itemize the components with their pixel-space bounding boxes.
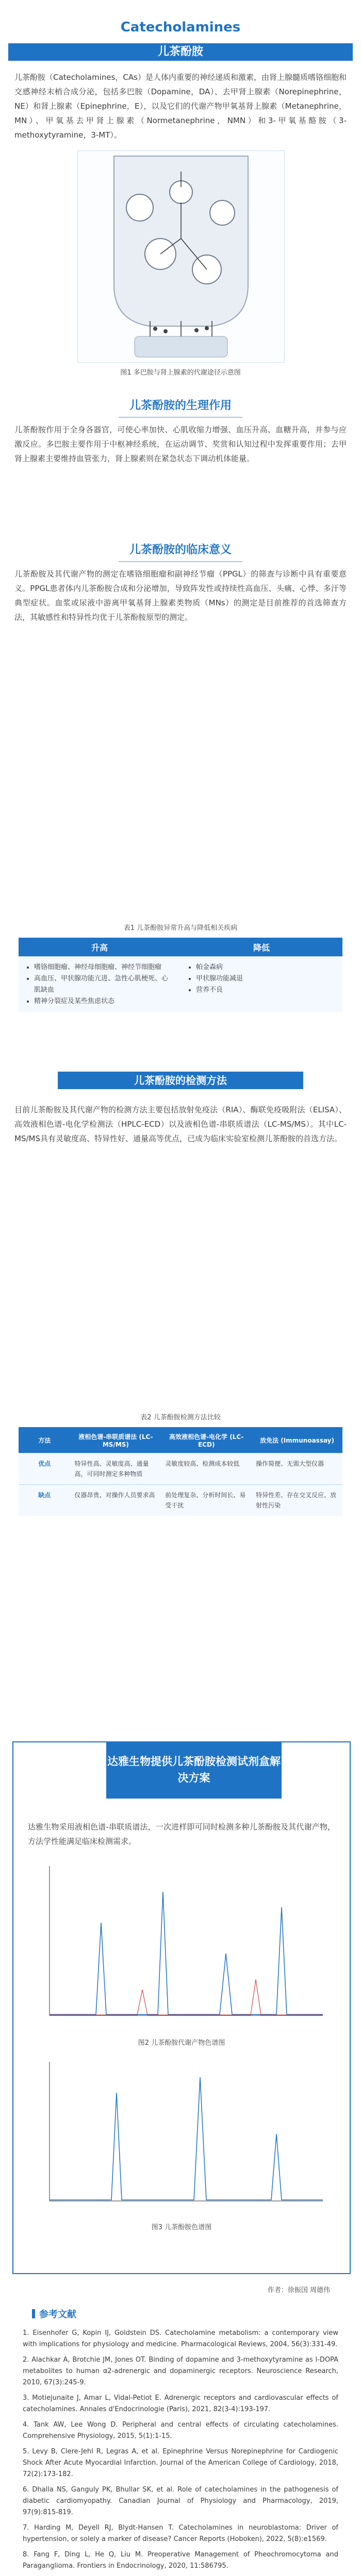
reference-list (23, 2328, 338, 2576)
list-item: • 甲状腺功能减退 (196, 973, 336, 985)
section-title-function-text: 儿茶酚胺的生理作用 (129, 399, 232, 412)
section-rule (119, 417, 242, 418)
table-row (19, 957, 342, 1013)
section-title-clinical (0, 541, 361, 562)
table1-header-low: 降低 (180, 938, 342, 957)
table1-header-high: 升高 (19, 938, 180, 957)
solution-box-title: 达雅生物提供儿茶酚胺检测试剂盒解决方案 (106, 1742, 282, 1799)
solution-box (12, 1741, 351, 2274)
chromatogram-2-caption: 图3 儿茶酚胺色谱图 (151, 2224, 212, 2231)
table2-row-label: 优点 (19, 1453, 70, 1485)
reference-item: 1. Eisenhofer G, Kopin IJ, Goldstein DS. Catecholamine metabolism: a contemporary view with implications for physiology and medicine. Pharmacological Reviews, 2004, 56(3):331-49. (23, 2329, 338, 2348)
clinical-paragraph: 儿茶酚胺及其代谢产物的测定在嗜铬细胞瘤和副神经节瘤（PPGL）的筛查与诊断中具有重要意义。PPGL患者体内儿茶酚胺合成和分泌增加，导致阵发性或持续性高血压、头痛、心悸、多汗等典型症状。血浆或尿液中游离甲氧基肾上腺素类物质（MNs）的测定是目前推荐的首选筛查方法，其敏感性和特异性均优于儿茶酚胺原型的测定。 (14, 569, 347, 622)
table1-cell-high (19, 957, 180, 1013)
reference-item: 3. Motiejunaite J, Amar L, Vidal-Petiot E. Adrenergic receptors and cardiovascular effects of catecholamines. Annales d'Endocrinologie (Paris), 2021, 82(3-4):193-197. (23, 2394, 338, 2413)
table2-cell: 灵敏度较高、检测成本较低 (161, 1453, 252, 1485)
table2-caption: 表2 儿茶酚胺检测方法比较 (140, 1414, 221, 1421)
references-title-text: 参考文献 (39, 2309, 76, 2320)
figure1-caption: 图1 多巴胺与肾上腺素的代谢途径示意图 (120, 369, 241, 377)
section-band-detection: 儿茶酚胺的检测方法 (58, 1072, 303, 1089)
table2-header-lcecd: 高效液相色谱-电化学 (LC-ECD) (161, 1427, 252, 1453)
section-band-catecholamines: 儿茶酚胺 (8, 43, 353, 61)
reference-item: 2. Alachkar A, Brotchie JM, Jones OT. Binding of dopamine and 3-methoxytyramine as l-DOPA metabolites to human α2-adrenergic and dopaminergic receptors. Neuroscience Research, 2010, 67(3):245-9. (23, 2356, 338, 2386)
list-item: • 嗜铬细胞瘤、神经母细胞瘤、神经节细胞瘤 (34, 962, 174, 973)
table1-caption: 表1 儿茶酚胺异常升高与降低相关疾病 (123, 924, 238, 932)
table2-header-immuno: 放免法 (Immunoassay) (252, 1427, 342, 1453)
section-title-function (0, 397, 361, 418)
page-title: Catecholamines (120, 20, 241, 35)
reference-item: 8. Fang F, Ding L, He Q, Liu M. Preoperative Management of Pheochromocytoma and Paraganglioma. Frontiers in Endocrinology, 2020, 11:586795. (23, 2551, 338, 2570)
list-item: • 营养不良 (196, 985, 336, 996)
reference-item: 6. Dhalla NS, Ganguly PK, Bhullar SK, et al. Role of catecholamines in the pathogenesis of diabetic cardiomyopathy. Canadian Journal of Physiology and Pharmacology, 2019, 97(9):815-819. (23, 2486, 338, 2516)
reference-item: 4. Tank AW, Lee Wong D. Peripheral and central effects of circulating catecholamines. Comprehensive Physiology, 2015, 5(1):1-15. (23, 2421, 338, 2440)
title-bar-icon (32, 2309, 35, 2318)
table2-header-lcmsms: 液相色谱-串联质谱法 (LC-MS/MS) (70, 1427, 161, 1453)
table2-cell: 特异性差、存在交叉反应、放射性污染 (252, 1485, 342, 1516)
chromatogram-1-caption: 图2 儿茶酚胺代谢产物色谱图 (138, 2039, 225, 2047)
reference-item: 5. Levy B, Clere-Jehl R, Legras A, et al. Epinephrine Versus Norepinephrine for Cardiogenic Shock After Acute Myocardial Infarction. Journal of the American College of Cardiology, 2018, 72(2):173-182. (23, 2448, 338, 2478)
table2-cell: 仪器昂贵、对操作人员要求高 (70, 1485, 161, 1516)
table-row (19, 1453, 342, 1485)
function-paragraph: 儿茶酚胺作用于全身各器官，可使心率加快、心肌收缩力增强、血压升高、血糖升高，并参与应激反应。多巴胺主要作用于中枢神经系统，在运动调节、奖赏和认知过程中发挥重要作用；去甲肾上腺素主要维持血管张力，肾上腺素则在紧急状态下调动机体能量。 (14, 425, 347, 463)
table2-cell: 特异性高、灵敏度高、通量高，可同时测定多种物质 (70, 1453, 161, 1485)
author-line: 作者：徐振国 周德伟 (267, 2286, 330, 2294)
list-item: • 高血压、甲状腺功能亢进、急性心肌梗死、心肌缺血 (34, 973, 174, 996)
chromatogram-2 (34, 2057, 329, 2211)
table2-cell: 操作简便、无需大型仪器 (252, 1453, 342, 1485)
reference-item: 7. Harding M, Deyell RJ, Blydt-Hansen T. Catecholamines in neuroblastoma: Driver of hypertension, or solely a marker of disease? Cancer Reports (Hoboken), 2022, 5(8):e1569. (23, 2524, 338, 2543)
intro-paragraph: 儿茶酚胺（Catecholamines，CAs）是人体内重要的神经递质和激素，由肾上腺髓质嗜铬细胞和交感神经末梢合成分泌，包括多巴胺（Dopamine，DA）、去甲肾上腺素（Norepinephrine，NE）和肾上腺素（Epinephrine，E），以及它们的代谢产物甲氧基肾上腺素（Metanephrine，MN）、甲氧基去甲肾上腺素（Normetanephrine，NMN）和3-甲氧基酪胺（3-methoxytyramine，3-MT）。 (14, 73, 347, 140)
table2-header-method: 方法 (19, 1427, 70, 1453)
table1-cell-low (180, 957, 342, 1013)
list-item: • 精神分裂症及某些焦虑状态 (34, 996, 174, 1007)
synapse-figure (77, 150, 285, 363)
table2-row-label: 缺点 (19, 1485, 70, 1516)
chromatogram-1 (34, 1861, 329, 2031)
solution-box-text: 达雅生物采用液相色谱-串联质谱法，一次进样即可同时检测多种儿茶酚胺及其代谢产物，方法学性能满足临床检测需求。 (28, 1822, 335, 1846)
section-rule (119, 561, 242, 562)
section-title-clinical-text: 儿茶酚胺的临床意义 (129, 544, 232, 556)
table2-cell: 前处理复杂、分析时间长、易受干扰 (161, 1485, 252, 1516)
disease-table (19, 938, 342, 1012)
list-item: • 帕金森病 (196, 962, 336, 973)
method-table (19, 1427, 342, 1516)
table-row (19, 1485, 342, 1516)
detection-paragraph: 目前儿茶酚胺及其代谢产物的检测方法主要包括放射免疫法（RIA）、酶联免疫吸附法（ELISA）、高效液相色谱-电化学检测法（HPLC-ECD）以及液相色谱-串联质谱法（LC-MS/MS）。其中LC-MS/MS具有灵敏度高、特异性好、通量高等优点，已成为临床实验室检测儿茶酚胺的首选方法。 (14, 1105, 347, 1143)
synapse-diagram (78, 151, 284, 362)
references-title (32, 2307, 76, 2320)
